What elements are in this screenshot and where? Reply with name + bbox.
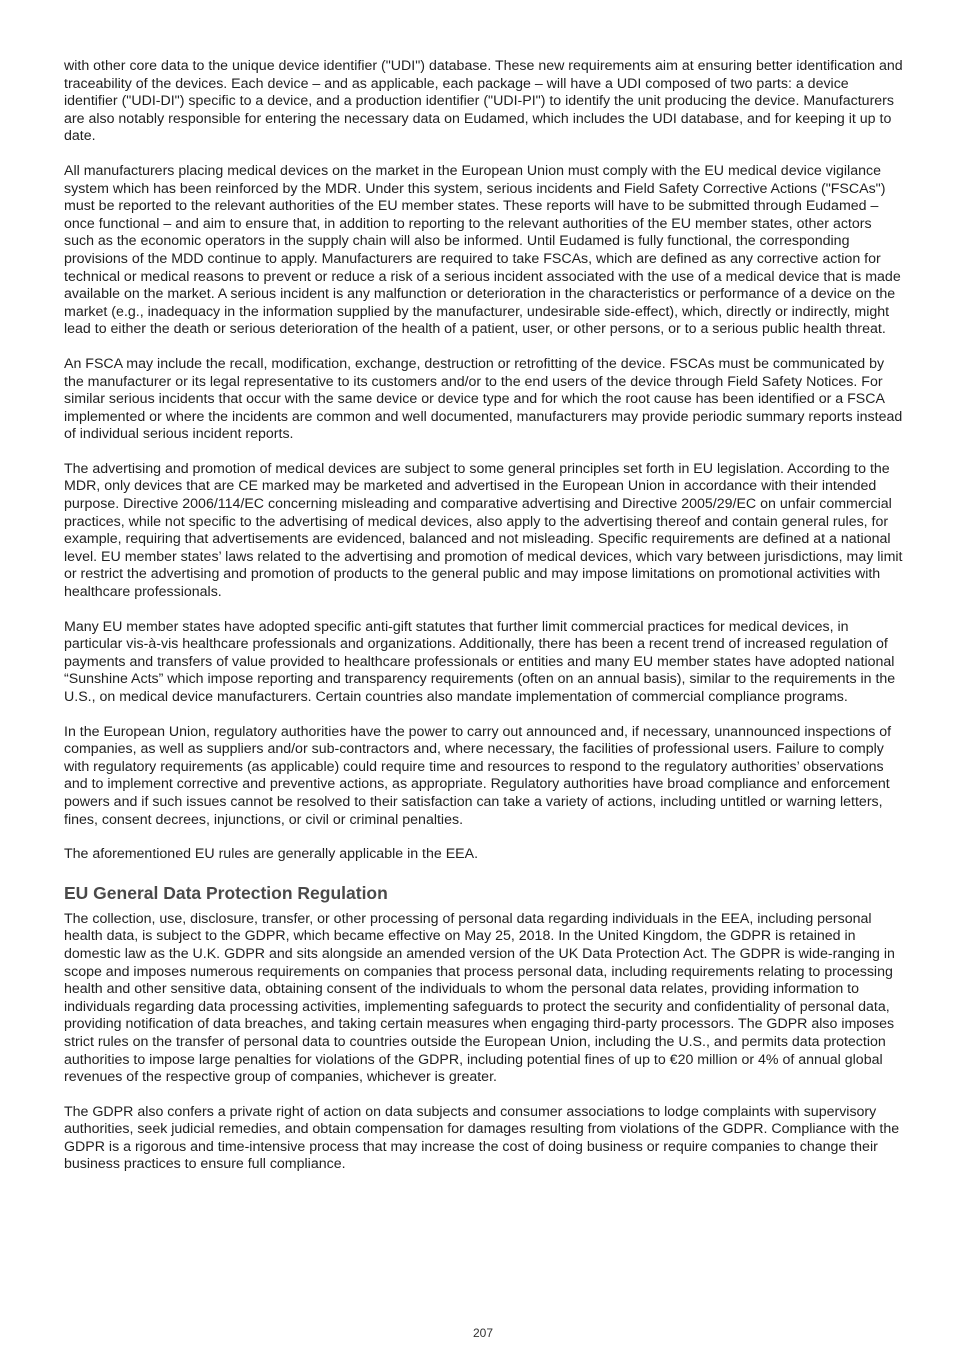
paragraph-advertising-promotion: The advertising and promotion of medical devices are subject to some general principles set forth in EU legislation. According to the MDR, only devices that are CE marked may be marketed and advertised in the European Union in accordance with their intended purpose. Directive 2006/114/EC concerning misleading and comparative advertising and Directive 2005/29/EC on unfair commercial practices, while not specific to the advertising of medical devices, also apply to the advertising thereof and contain general rules, for example, requiring that advertisements are evidenced, balanced and not misleading. Specific requirements are defined at a national level. EU member states’ laws related to the advertising and promotion of medical devices, which vary between jurisdictions, may limit or restrict the advertising and promotion of products to the general public and may impose limitations on promotional activities with healthcare professionals.	[64, 460, 903, 601]
paragraph-vigilance-system: All manufacturers placing medical devices on the market in the European Union must comply with the EU medical device vigilance system which has been reinforced by the MDR. Under this system, serious incidents and Field Safety Corrective Actions ("FSCAs") must be reported to the relevant authorities of the EU member states. These reports will have to be submitted through Eudamed – once functional – and aim to ensure that, in addition to reporting to the relevant authorities of the EU member states, other actors such as the economic operators in the supply chain will also be informed. Until Eudamed is fully functional, the corresponding provisions of the MDD continue to apply. Manufacturers are required to take FSCAs, which are defined as any corrective action for technical or medical reasons to prevent or reduce a risk of a serious incident associated with the use of a medical device that is made available on the market. A serious incident is any malfunction or deterioration in the characteristics or performance of a device on the market (e.g., inadequacy in the information supplied by the manufacturer, undesirable side-effect), which, directly or indirectly, might lead to either the death or serious deterioration of the health of a patient, user, or other persons, or to a serious public health threat.	[64, 162, 901, 338]
paragraph-fsca: An FSCA may include the recall, modification, exchange, destruction or retrofitting of the device. FSCAs must be communicated by the manufacturer or its legal representative to its customers and/or to the end users of the device through Field Safety Notices. For similar serious incidents that occur with the same device or device type and for which the root cause has been identified or a FSCA implemented or where the incidents are common and well documented, manufacturers may provide periodic summary reports instead of individual serious incident reports.	[64, 355, 903, 443]
paragraph-inspections: In the European Union, regulatory authorities have the power to carry out announced and, if necessary, unannounced inspections of companies, as well as suppliers and/or sub-contractors and, where necessary, the facilities of professional users. Failure to comply with regulatory requirements (as applicable) could require time and resources to respond to the regulatory authorities’ observations and to implement corrective and preventive actions, as appropriate. Regulatory authorities have broad compliance and enforcement powers and if such issues cannot be resolved to their satisfaction can take a variety of actions, including untitled or warning letters, fines, consent decrees, injunctions, or civil or criminal penalties.	[64, 723, 892, 828]
paragraph-gdpr-scope: The collection, use, disclosure, transfer, or other processing of personal data regarding individuals in the EEA, including personal health data, is subject to the GDPR, which became effective on May 25, 2018. In the United Kingdom, the GDPR is retained in domestic law as the U.K. GDPR and sits alongside an amended version of the UK Data Protection Act. The GDPR is wide-ranging in scope and imposes numerous requirements on companies that process personal data, including requirements relating to processing health and other sensitive data, obtaining consent of the individuals to whom the personal data relates, providing information to individuals regarding data processing activities, implementing safeguards to protect the security and confidentiality of personal data, providing notification of data breaches, and taking certain measures when engaging third-party processors. The GDPR also imposes strict rules on the transfer of personal data to countries outside the European Union, including the U.S., and permits data protection authorities to impose large penalties for violations of the GDPR, including potential fines of up to €20 million or 4% of annual global revenues of the respective group of companies, whichever is greater.	[64, 910, 895, 1086]
paragraph-udi-database: with other core data to the unique device identifier ("UDI") database. These new requirements aim at ensuring better identification and traceability of the devices. Each device – and as applicable, each package – will have a UDI composed of two parts: a device identifier ("UDI-DI") specific to a device, and a production identifier ("UDI-PI") to identify the unit producing the device. Manufacturers are also notably responsible for entering the necessary data on Eudamed, which includes the UDI database, and for keeping it up to date.	[64, 58, 903, 145]
page-number: 207	[472, 1326, 494, 1340]
paragraph-eea-applicability: The aforementioned EU rules are generally applicable in the EEA.	[64, 846, 479, 863]
section-heading-gdpr: EU General Data Protection Regulation	[64, 882, 388, 903]
paragraph-anti-gift-statutes: Many EU member states have adopted specific anti-gift statutes that further limit commercial practices for medical devices, in particular vis-à-vis healthcare professionals and organizations. Additionally, there has been a recent trend of increased regulation of payments and transfers of value provided to healthcare professionals or entities and many EU member states have adopted national “Sunshine Acts” which impose reporting and transparency requirements (often on an annual basis), similar to the requirements in the U.S., on medical device manufacturers. Certain countries also mandate implementation of commercial compliance programs.	[64, 618, 896, 705]
document-page	[64, 58, 904, 1191]
paragraph-gdpr-private-right: The GDPR also confers a private right of action on data subjects and consumer associations to lodge complaints with supervisory authorities, seek judicial remedies, and obtain compensation for damages resulting from violations of the GDPR. Compliance with the GDPR is a rigorous and time-intensive process that may increase the cost of doing business or require companies to change their business practices to ensure full compliance.	[64, 1103, 900, 1173]
